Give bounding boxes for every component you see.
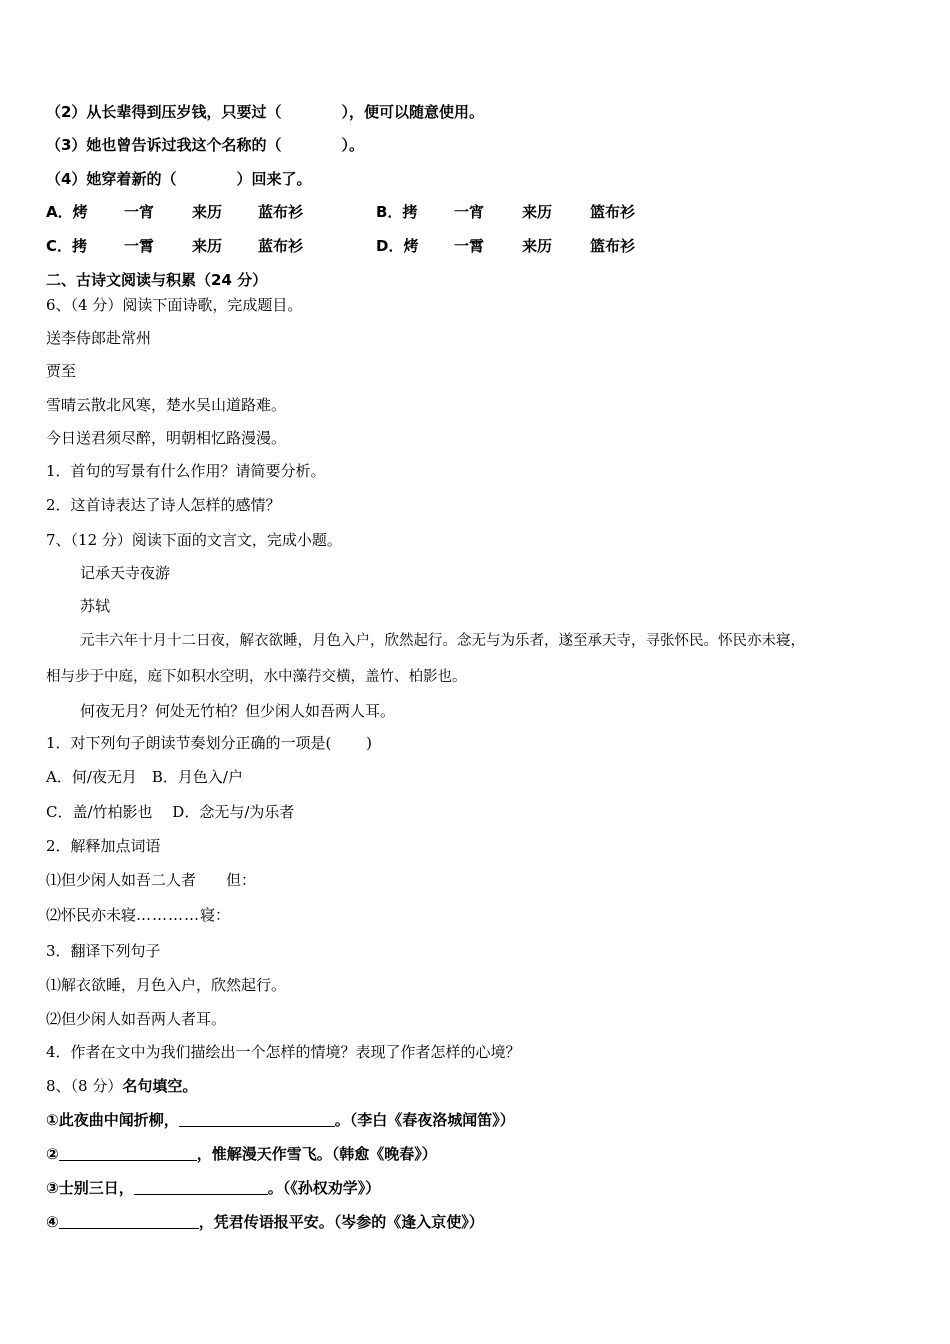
q6-poem-line-1: 雪晴云散北风寒，楚水吴山道路难。 [46,396,287,414]
q6-poem-author: 贾至 [46,362,77,380]
answer-blank-4[interactable] [59,1214,199,1229]
q7-word-2 [46,905,230,925]
option-b-4: 篮布衫 [590,203,636,221]
q8-line-4-suffix: ，凭君传语报平安。（岑参的《逢入京使》） [198,1213,484,1231]
option-b-3: 来历 [522,203,553,221]
answer-blank-3[interactable] [134,1180,268,1195]
q5-sentence-3: （3）她也曾告诉过我这个名称的（ ）。 [46,136,364,154]
answer-blank-2[interactable] [59,1146,197,1161]
q8-line-2-suffix: ，惟解漫天作雪飞。（韩愈《晚春》） [196,1145,437,1163]
q8-line-1 [46,1110,515,1130]
q7-paragraph-1-line-2: 相与步于中庭，庭下如积水空明，水中藻荇交横，盖竹、柏影也。 [46,669,467,685]
q7-word-2-sentence: ⑵怀民亦未寝 [46,906,137,924]
q6-poem-title: 送李侍郎赴常州 [46,329,152,347]
q7-stem: 7、（12 分）阅读下面的文言文，完成小题。 [46,531,342,549]
q7-word-1: ⑴但少闲人如吾二人者 但： [46,871,257,889]
q6-stem: 6、（4 分）阅读下面诗歌，完成题目。 [46,296,303,314]
q5-options-cd [46,236,635,256]
q5-options-ab [46,202,635,222]
q7-options-ab: A．何/夜无月 B．月色入/户 [46,768,243,786]
q7-sub-question-1: 1．对下列句子朗读节奏划分正确的一项是( ) [46,734,373,752]
q7-translate-2: ⑵但少闲人如吾两人者耳。 [46,1010,227,1028]
q7-paragraph-1-line-1: 元丰六年十月十二日夜，解衣欲睡，月色入户，欣然起行。念无与为乐者，遂至承天寺，寻张怀民。怀民亦未寝， [80,633,805,649]
q8-line-2 [46,1144,437,1164]
q7-text-title: 记承天寺夜游 [80,564,171,582]
option-a-1: A．烤 [46,203,88,221]
q7-sub-question-4: 4．作者在文中为我们描绘出一个怎样的情境？表现了作者怎样的心境？ [46,1043,521,1061]
q6-sub-question-2: 2．这首诗表达了诗人怎样的感情？ [46,496,281,514]
option-c-1: C．拷 [46,237,88,255]
option-a-2: 一宵 [124,203,155,221]
q8-line-4-prefix: ④ [46,1213,59,1231]
q7-text-author: 苏轼 [80,597,111,615]
option-c-2: 一霄 [124,237,155,255]
q7-translate-1: ⑴解衣欲睡，月色入户，欣然起行。 [46,976,287,994]
q5-sentence-2: （2）从长辈得到压岁钱，只要过（ ），便可以随意使用。 [46,103,484,121]
q8-line-1-suffix: 。（李白《春夜洛城闻笛》） [334,1111,515,1129]
q8-line-3-suffix: 。（《孙权劝学》） [267,1179,381,1197]
q7-sub-question-3: 3．翻译下列句子 [46,942,161,960]
q7-options-cd: C．盖/竹柏影也 D．念无与/为乐者 [46,803,295,821]
q7-sub-question-2: 2．解释加点词语 [46,837,161,855]
answer-blank-1[interactable] [179,1112,335,1127]
q8-line-2-prefix: ② [46,1145,59,1163]
section-heading: 二、古诗文阅读与积累（24 分） [46,271,268,289]
q8-line-3-prefix: ③士别三日， [46,1179,134,1197]
option-c-3: 来历 [192,237,223,255]
option-d-1: D．烤 [376,237,419,255]
emphasis-dots: ………… [136,906,201,924]
option-a-3: 来历 [192,203,223,221]
q8-line-1-prefix: ①此夜曲中闻折柳， [46,1111,179,1129]
q8-line-4 [46,1212,484,1232]
option-d-4: 篮布衫 [590,237,636,255]
q8-stem [46,1076,197,1096]
q8-stem-score: 8、（8 分） [46,1077,123,1095]
q7-word-2-label: 寝： [200,906,231,924]
option-a-4: 蓝布衫 [258,203,304,221]
option-d-3: 来历 [522,237,553,255]
q6-sub-question-1: 1．首句的写景有什么作用？请简要分析。 [46,462,326,480]
option-b-2: 一宵 [454,203,485,221]
q5-sentence-4: （4）她穿着新的（ ）回来了。 [46,170,312,188]
option-d-2: 一霄 [454,237,485,255]
q8-line-3 [46,1178,380,1198]
option-c-4: 蓝布衫 [258,237,304,255]
option-b-1: B．拷 [376,203,418,221]
q6-poem-line-2: 今日送君须尽醉，明朝相忆路漫漫。 [46,429,287,447]
q7-paragraph-2: 何夜无月？何处无竹柏？但少闲人如吾两人耳。 [80,702,396,720]
q8-stem-text: 名句填空。 [122,1077,198,1095]
